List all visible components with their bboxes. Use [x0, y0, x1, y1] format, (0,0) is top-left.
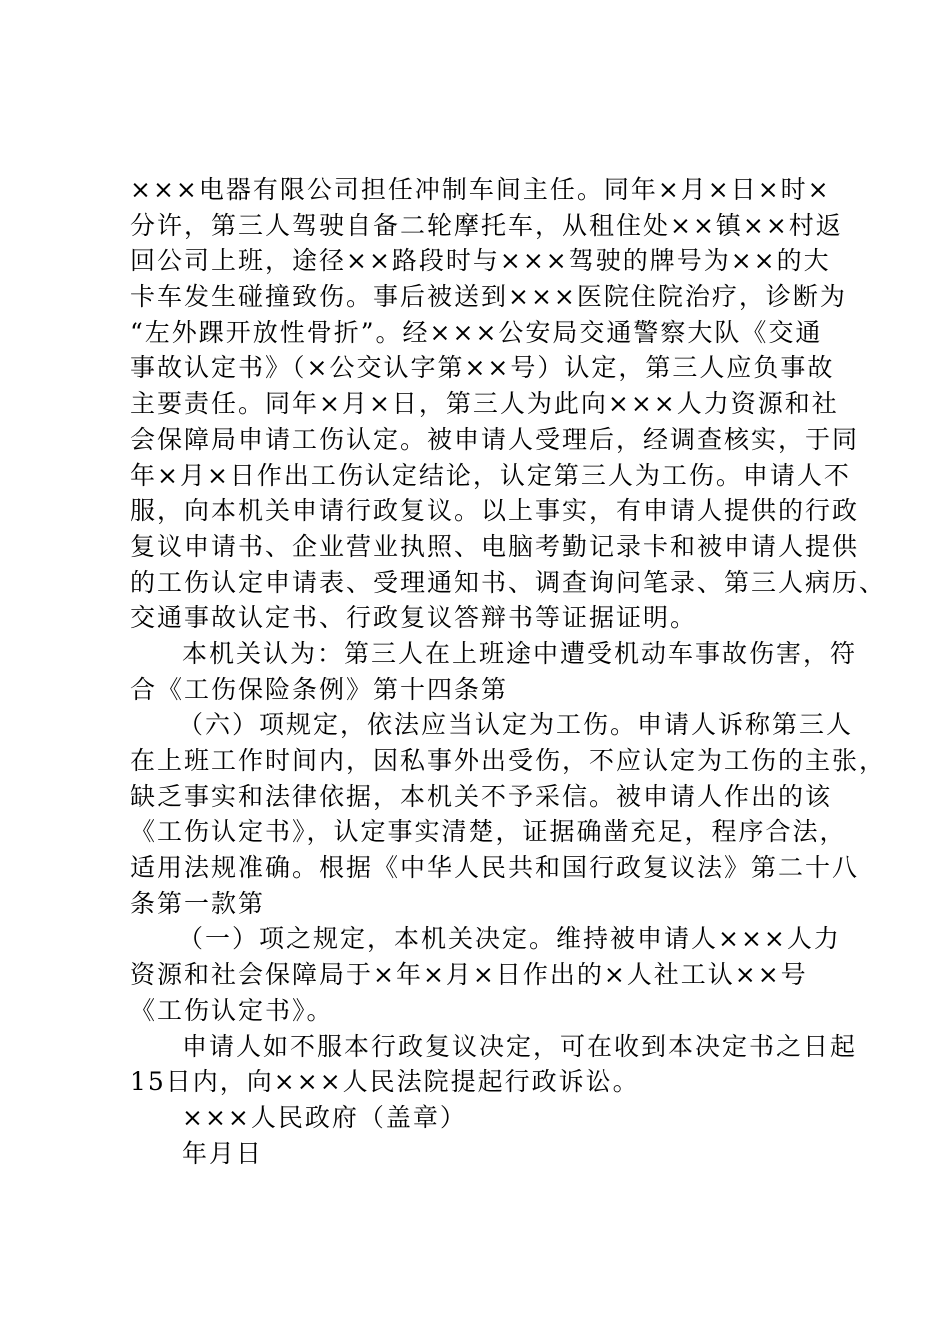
text-line: 在上班工作时间内，因私事外出受伤，不应认定为工伤的主张，	[130, 746, 887, 775]
text-line: 年×月×日作出工伤认定结论，认定第三人为工伤。申请人不	[130, 460, 851, 490]
text-line: 合《工伤保险条例》第十四条第	[130, 674, 509, 704]
paragraph-decision	[130, 921, 850, 1028]
date-line: 年月日	[182, 1138, 264, 1168]
text-line: 事故认定书》（×公交认字第××号）认定，第三人应负事故	[130, 353, 835, 383]
paragraph-reasoning	[130, 707, 887, 921]
text-line: 15日内，向×××人民法院提起行政诉讼。	[130, 1067, 640, 1097]
text-line: 的工伤认定申请表、受理通知书、调查询问笔录、第三人病历、	[130, 567, 887, 597]
text-line: 资源和社会保障局于×年×月×日作出的×人社工认××号	[130, 960, 808, 990]
text-line: 复议申请书、企业营业执照、电脑考勤记录卡和被申请人提供	[130, 531, 860, 561]
text-line: 适用法规准确。根据《中华人民共和国行政复议法》第二十八	[130, 853, 860, 883]
text-line: 会保障局申请工伤认定。被申请人受理后，经调查核实，于同	[130, 424, 860, 454]
text-line: 本机关认为：第三人在上班途中遭受机动车事故伤害，符	[182, 638, 858, 668]
text-line: 缺乏事实和法律依据，本机关不予采信。被申请人作出的该	[130, 781, 833, 811]
document-body	[130, 172, 887, 1171]
text-line: 卡车发生碰撞致伤。事后被送到×××医院住院治疗，诊断为	[130, 282, 847, 312]
text-line: “左外踝开放性骨折”。经×××公安局交通警察大队《交通	[130, 317, 823, 347]
text-line: 《工伤认定书》，认定事实清楚，证据确凿充足，程序合法，	[130, 817, 847, 847]
text-line: 交通事故认定书、行政复议答辩书等证据证明。	[130, 603, 698, 633]
text-line: 回公司上班，途径××路段时与×××驾驶的牌号为××的大	[130, 246, 831, 276]
signature: ×××人民政府（盖章）	[182, 1102, 467, 1132]
text-line: （六）项规定，依法应当认定为工伤。申请人诉称第三人	[178, 710, 854, 740]
text-line: 《工伤认定书》。	[130, 995, 334, 1025]
text-line: 分许，第三人驾驶自备二轮摩托车，从租住处××镇××村返	[130, 210, 843, 240]
text-line: 条第一款第	[130, 888, 266, 918]
text-line: 主要责任。同年×月×日，第三人为此向×××人力资源和社	[130, 389, 839, 419]
text-line: 申请人如不服本行政复议决定，可在收到本决定书之日起	[182, 1031, 858, 1061]
text-line: 服，向本机关申请行政复议。以上事实，有申请人提供的行政	[130, 496, 860, 526]
paragraph-facts	[130, 172, 887, 636]
text-line: ×××电器有限公司担任冲制车间主任。同年×月×日×时×	[130, 175, 831, 204]
paragraph-appeal-notice	[130, 1029, 858, 1100]
text-line: （一）项之规定，本机关决定。维持被申请人×××人力	[178, 924, 841, 954]
paragraph-opinion	[130, 636, 858, 707]
